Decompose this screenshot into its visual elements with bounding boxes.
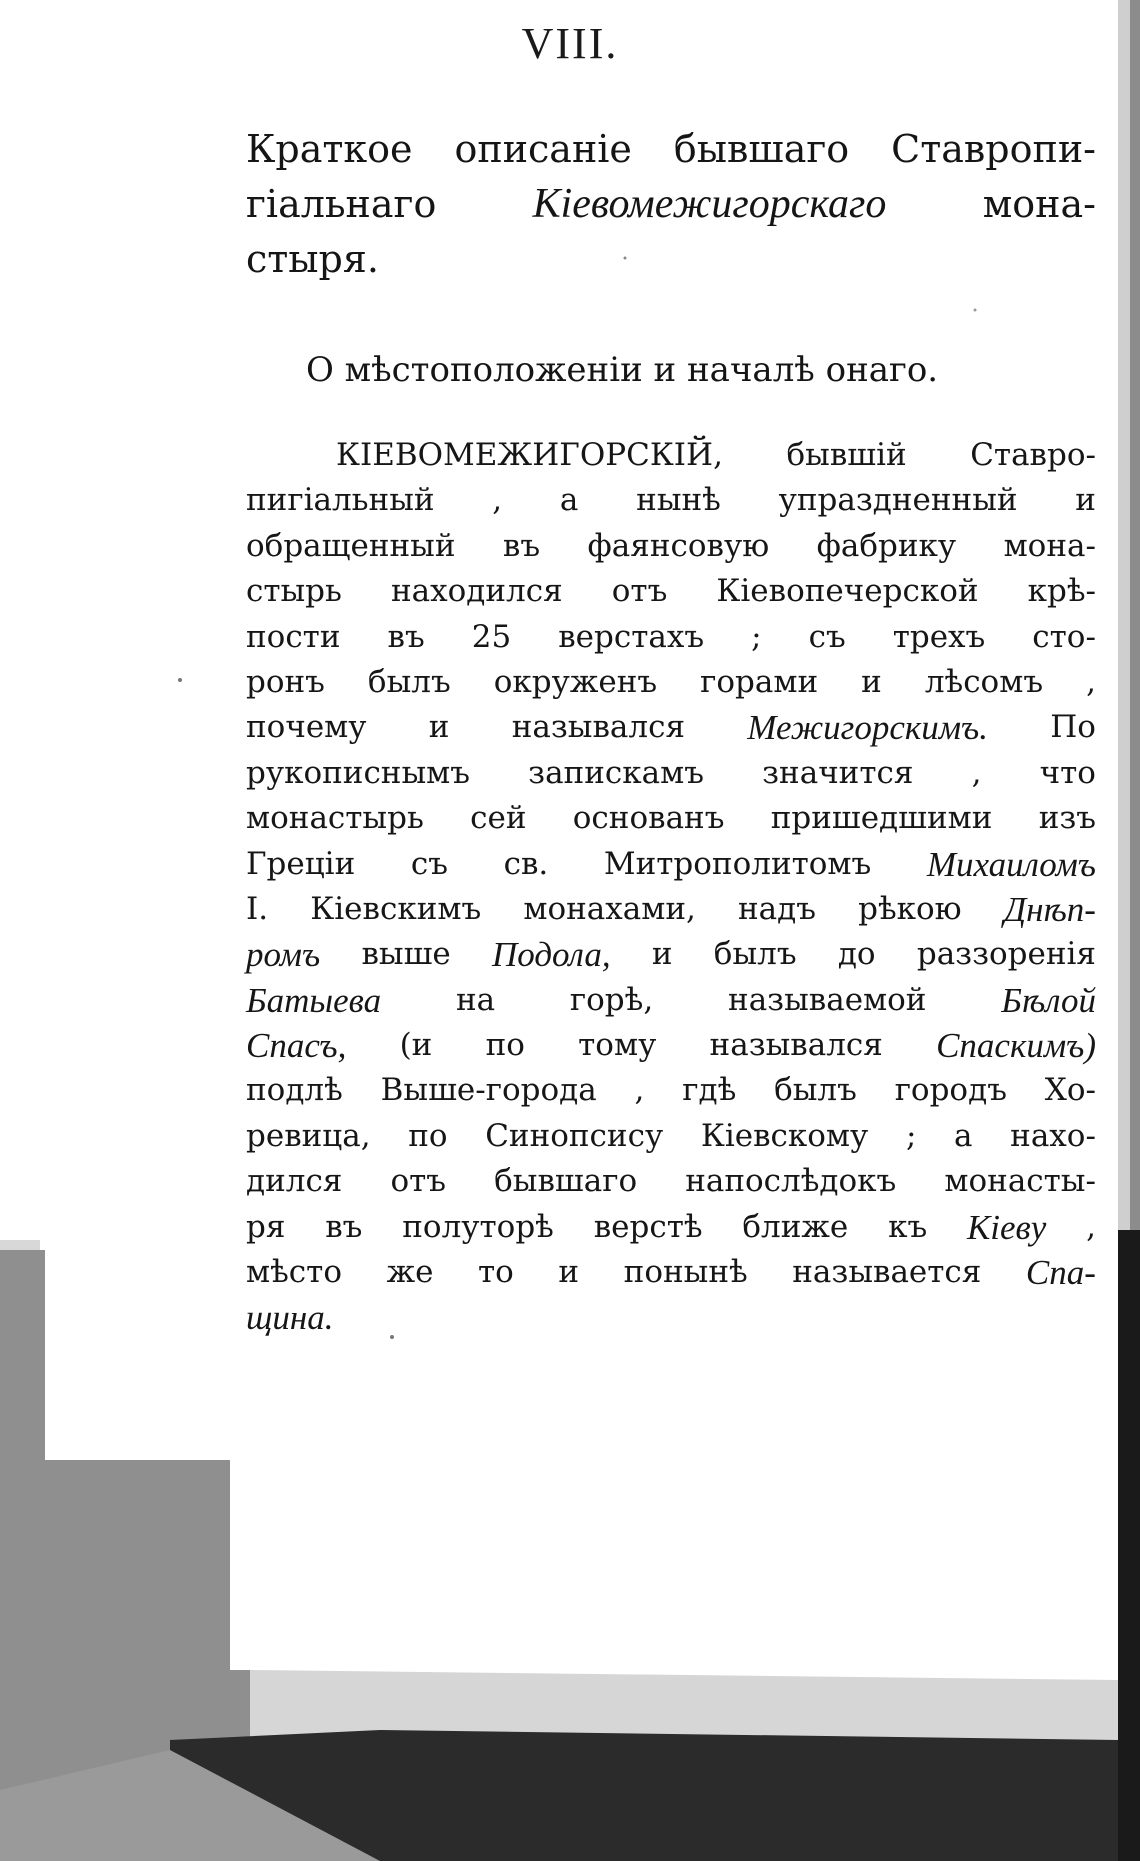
body-word: трехъ [892,618,986,655]
body-word: Днѣп- [1003,889,1096,929]
title-word: Краткое [246,127,413,171]
body-word: называется [792,1254,982,1291]
body-word: надъ [738,890,816,927]
body-word: Михаиломъ [926,844,1096,884]
body-word: въ [387,618,425,655]
title-word: мона- [982,182,1096,226]
body-word: Кiевопечерской [716,573,979,610]
title-line [246,122,1096,177]
body-line [246,705,1096,750]
body-word: сто- [1032,618,1096,655]
body-word: рѣкою [858,890,962,927]
body-word: гдѣ [682,1072,737,1109]
body-word: КIЕВОМЕЖИГОРСКIЙ, [336,437,723,473]
body-word: сей [470,800,527,837]
body-word: , [971,754,982,791]
title-word: гiальнаго [246,182,437,226]
body-word: пришедшими [770,800,993,837]
body-word: то [478,1254,514,1291]
body-word: а [559,482,579,519]
body-word: Батыева [246,980,382,1020]
body-word: рукописнымъ [246,754,470,791]
section-subtitle: О мѣстоположенiи и началѣ онаго. [306,350,939,390]
body-word: по [485,1027,525,1064]
body-line [246,1023,1096,1068]
body-word: съ [808,618,846,655]
body-word: Синопсису [485,1117,664,1154]
body-word: называемой [728,981,927,1018]
title-line [246,177,1096,232]
body-word: понынѣ [623,1254,748,1291]
body-word: 25 [471,618,512,655]
body-word: а [954,1117,973,1154]
body-line [246,978,1096,1023]
body-word: отъ [390,1163,447,1200]
body-line [246,887,1096,932]
body-word: верстѣ [593,1208,703,1245]
body-line [246,524,1096,569]
body-word: же [386,1254,434,1291]
body-word: находился [391,573,563,610]
body-word: По [1050,709,1096,746]
title-word: Кiевомежигорскаго [532,181,887,227]
title-word: стыря. [246,237,379,281]
body-word: Хо- [1044,1072,1096,1109]
body-word: бывшiй [786,437,907,473]
body-word: полуторѣ [402,1208,554,1245]
body-word: тому [578,1027,657,1064]
body-word: нахо- [1010,1117,1096,1154]
body-word: бывшаго [494,1163,638,1200]
body-word: въ [325,1208,363,1245]
body-word: верстахъ [558,618,705,655]
body-word: назывался [511,709,686,746]
body-word: I. [246,890,269,927]
body-word: фабрику [816,527,957,564]
body-word: ромъ [246,935,321,975]
body-word: пости [246,618,341,655]
body-word: на [455,981,496,1018]
body-word: раззоренiя [916,936,1096,973]
body-word: ; [905,1117,917,1154]
body-word: въ [502,527,541,564]
body-word: былъ [774,1072,857,1109]
body-word: Спа- [1025,1253,1096,1293]
body-line [246,569,1096,614]
body-word: дился [246,1163,343,1200]
body-word: горѣ, [569,981,654,1018]
body-word: монастырь [246,800,424,837]
body-word: Грецiи [246,845,356,882]
body-word: по [408,1117,448,1154]
body-word: окруженъ [493,663,658,700]
body-word: Бѣлой [1001,980,1096,1020]
body-word: , [492,482,503,519]
body-line [246,1250,1096,1295]
chapter-title [246,122,1096,287]
body-line [246,615,1096,660]
body-word: ря [246,1208,286,1245]
body-line [246,1114,1096,1159]
body-line [246,1295,1096,1340]
title-line [246,232,1096,287]
body-line [246,796,1096,841]
body-word: ближе [742,1208,849,1245]
body-word: до [837,936,876,973]
body-word: (и [399,1027,433,1064]
section-number: VIII. [521,19,619,68]
title-word: описанiе [454,127,632,171]
body-word: монасты- [944,1163,1096,1200]
body-word: и [651,936,673,973]
body-word: значится [762,754,914,791]
body-line [246,751,1096,796]
body-word: Подола, [492,935,611,975]
body-word: упраздненный [778,482,1018,519]
body-word: стырь [246,573,342,610]
body-word: ; [751,618,762,655]
body-word: съ [410,845,448,882]
body-word: основанъ [572,800,725,837]
body-line [246,1068,1096,1113]
body-word: нынѣ [636,482,721,519]
body-word: мона- [1003,527,1096,564]
body-word: запискамъ [528,754,704,791]
body-word: былъ [713,936,797,973]
body-word: подлѣ [246,1072,343,1109]
body-line [246,1205,1096,1250]
body-word: пигiальный [246,482,435,519]
body-word: лѣсомъ [924,663,1044,700]
body-word: городъ [894,1072,1007,1109]
body-word: , [1086,663,1096,700]
body-word: былъ [367,663,451,700]
body-word: св. [503,845,549,882]
body-line [246,842,1096,887]
body-word: горами [700,663,819,700]
body-line [246,478,1096,523]
body-word: щина. [246,1298,334,1338]
body-word: и [428,709,450,746]
body-word: обращенный [246,527,456,564]
body-line [246,932,1096,977]
body-word: къ [888,1208,928,1245]
body-word: , [634,1072,645,1109]
body-word: назывался [709,1027,883,1064]
body-word: Выше-города [380,1072,597,1109]
body-word: , [1086,1208,1096,1245]
body-word: Спаскимъ) [936,1026,1096,1066]
body-line [246,660,1096,705]
body-line [246,433,1096,478]
body-word: Кiеву [967,1207,1047,1247]
body-word: Межигорскимъ. [747,708,988,748]
body-word: фаянсовую [587,527,770,564]
body-word: почему [246,709,367,746]
body-word: и [558,1254,580,1291]
body-word: крѣ- [1027,573,1096,610]
body-word: и [861,663,882,700]
body-word: Спасъ, [246,1026,347,1066]
body-word: Ставро- [970,437,1096,473]
body-word: Кiевскому [700,1117,869,1154]
body-word: напослѣдокъ [685,1163,897,1200]
body-word: изъ [1038,800,1096,837]
body-word: монахами, [523,890,696,927]
body-word: ревица, [246,1117,371,1154]
body-word: Митрополитомъ [603,845,872,882]
body-paragraph [246,433,1096,1341]
title-word: бывшаго [673,127,850,171]
title-word: Ставропи- [891,127,1096,171]
body-word: Кiевскимъ [310,890,482,927]
body-word: ронъ [246,663,325,700]
body-line [246,1159,1096,1204]
body-word: отъ [611,573,668,610]
body-word: и [1075,482,1096,519]
body-word: что [1039,754,1096,791]
body-word: выше [361,936,451,973]
body-word: мѣсто [246,1254,342,1291]
